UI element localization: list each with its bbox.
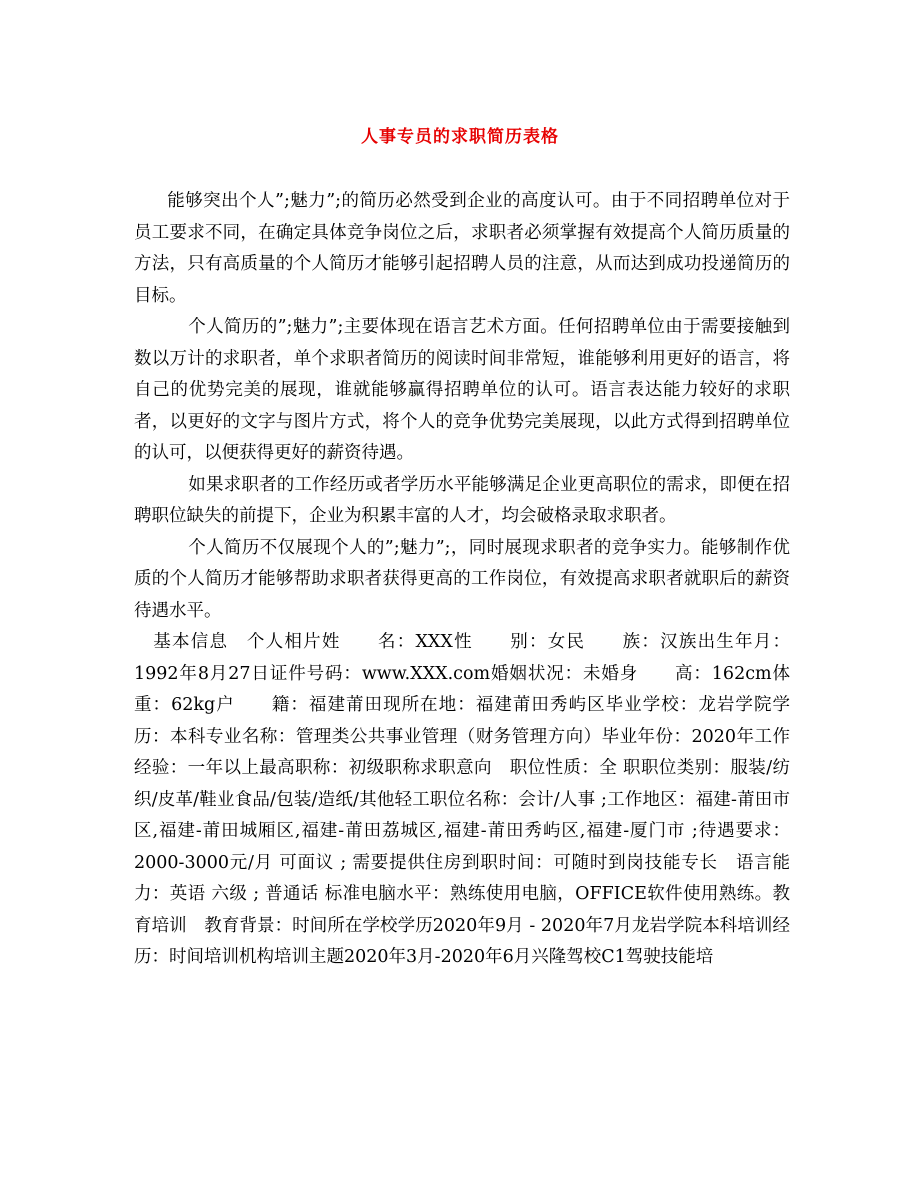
document-title: 人事专员的求职简历表格 [361,127,559,147]
paragraph-1: 能够突出个人”;魅力”;的简历必然受到企业的高度认可。由于不同招聘单位对于员工要求不同，在确定具体竞争岗位之后，求职者必须掌握有效提高个人简历质量的方法，只有高质量的个人简历才能够引起招聘人员的注意，从而达到成功投递简历的目标。 [134,191,790,306]
paragraph-3: 如果求职者的工作经历或者学历水平能够满足企业更高职位的需求，即便在招聘职位缺失的前提下，企业为积累丰富的人才，均会破格录取求职者。 [134,474,790,526]
paragraph-2: 个人简历的”;魅力”;主要体现在语言艺术方面。任何招聘单位由于需要接触到数以万计的求职者，单个求职者简历的阅读时间非常短，谁能够利用更好的语言，将自己的优势完美的展现，谁就能够赢得招聘单位的认可。语言表达能力较好的求职者，以更好的文字与图片方式，将个人的竞争优势完美展现，以此方式得到招聘单位的认可，以便获得更好的薪资待遇。 [134,317,790,463]
document-body [134,186,825,974]
paragraph-4: 个人简历不仅展现个人的”;魅力”;，同时展现求职者的竞争实力。能够制作优质的个人简历才能够帮助求职者获得更高的工作岗位，有效提高求职者就职后的薪资待遇水平。 [134,537,790,621]
basic-info-block: 基本信息 个人相片姓 名：XXX性 别：女民 族：汉族出生年月：1992年8月27日证件号码：www.XXX.com婚姻状况：未婚身 高：162cm体 重：62kg户 籍：福建莆田现所在地：福建莆田秀屿区毕业学校：龙岩学院学 历：本科专业名称：管理类公共事业管理（财务管理方向）毕业年份：2020年工作经验：一年以上最高职称：初级职称求职意向 职位性质：全 职职位类别：服装/纺织/皮革/鞋业食品/包装/造纸/其他轻工职位名称：会计/人事 ;工作地区：福建-莆田市区,福建-莆田城厢区,福建-莆田荔城区,福建-莆田秀屿区,福建-厦门市 ;待遇要求：2000-3000元/月 可面议 ; 需要提供住房到职时间：可随时到岗技能专长 语言能力：英语 六级 ; 普通话 标准电脑水平：熟练使用电脑，OFFICE软件使用熟练。教育培训 教育背景：时间所在学校学历2020年9月 - 2020年7月龙岩学院本科培训经历：时间培训机构培训主题2020年3月-2020年6月兴隆驾校C1驾驶技能培 [134,632,825,967]
